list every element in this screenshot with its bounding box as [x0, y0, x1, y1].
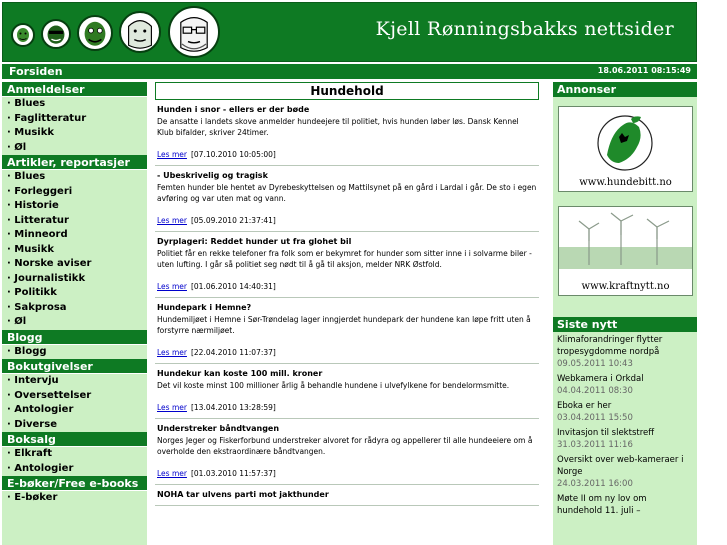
nav-item-link[interactable] [2, 286, 147, 301]
nav-item-label: Diverse [14, 418, 57, 430]
article-item [155, 232, 539, 298]
read-more-link[interactable]: Les mer [157, 469, 187, 478]
right-sidebar [553, 82, 697, 545]
news-list [553, 334, 697, 520]
left-sidebar [2, 82, 147, 545]
nav-item-label: Antologier [14, 404, 74, 415]
article-date: [01.06.2010 14:40:31] [190, 282, 276, 291]
bullet-icon: · [7, 243, 15, 255]
article-summary: Femten hunder ble hentet av Dyrebeskyttelsen og Mattilsynet på en gård i Lardal i går. De sto i egen avføring og var uten mat og vann. [157, 183, 537, 203]
article-title[interactable]: Hundekur kan koste 100 mill. kroner [157, 369, 323, 378]
nav-item-link[interactable] [2, 214, 147, 229]
nav-item-link[interactable] [2, 389, 147, 404]
read-more-link[interactable]: Les mer [157, 403, 187, 412]
bullet-icon: · [7, 127, 15, 138]
read-more-link[interactable]: Les mer [157, 216, 187, 225]
nav-item-label: Blues [14, 98, 46, 109]
bullet-icon: · [7, 272, 15, 284]
nav-item-link[interactable] [2, 228, 147, 243]
article-summary: Norges Jeger og Fiskerforbund understreker alvoret for rådyra og appellerer til alle hundeeiere om å overholde den ekstraordinære båndtvangen. [157, 436, 533, 456]
bullet-icon: · [7, 214, 15, 226]
article-meta [157, 215, 537, 226]
dog-map-icon [559, 107, 692, 173]
nav-item-link[interactable] [2, 491, 147, 506]
nav-item-link[interactable] [2, 418, 147, 433]
nav-item-label: Norske aviser [14, 258, 92, 269]
nav-item-link[interactable] [2, 141, 147, 156]
nav-item-link[interactable] [2, 170, 147, 185]
article-date: [07.10.2010 10:05:00] [190, 150, 276, 159]
nav-item-label: E-bøker [14, 492, 58, 503]
nav-category-heading: Blogg [2, 330, 147, 345]
news-item[interactable] [553, 493, 697, 517]
bullet-icon: · [7, 389, 15, 401]
nav-item-link[interactable] [2, 374, 147, 389]
article-title[interactable]: - Ubeskrivelig og tragisk [157, 171, 268, 180]
article-item [155, 100, 539, 166]
nav-item-label: Historie [14, 200, 59, 211]
current-datetime: 18.06.2011 08:15:49 [597, 66, 691, 75]
news-date: 04.04.2011 08:30 [557, 386, 633, 396]
bullet-icon: · [7, 492, 15, 503]
bullet-icon: · [7, 171, 15, 182]
nav-category-heading: Bokutgivelser [2, 359, 147, 374]
ad-hundebitt[interactable] [558, 106, 693, 192]
read-more-link[interactable]: Les mer [157, 348, 187, 357]
article-date: [01.03.2010 11:57:37] [190, 469, 276, 478]
bullet-icon: · [7, 375, 15, 386]
page-title: Hundehold [155, 82, 539, 100]
article-item [155, 166, 539, 232]
article-date: [13.04.2010 13:28:59] [190, 403, 276, 412]
nav-item-link[interactable] [2, 199, 147, 214]
nav-item-label: Sakprosa [14, 301, 67, 313]
news-title[interactable]: Webkamera i Orkdal [557, 374, 644, 384]
news-title[interactable]: Oversikt over web-kameraer i Norge [557, 455, 684, 477]
news-title[interactable]: Invitasjon til slektstreff [557, 428, 655, 438]
face-portrait-icon [77, 15, 113, 51]
news-date: 31.03.2011 11:16 [557, 440, 633, 450]
article-title[interactable]: Hunden i snor - ellers er der bøde [157, 105, 310, 114]
nav-item-label: Journalistikk [14, 272, 86, 284]
nav-item-label: Politikk [14, 287, 57, 298]
nav-item-link[interactable] [2, 345, 147, 360]
bullet-icon: · [7, 229, 15, 240]
nav-item-link[interactable] [2, 185, 147, 200]
article-summary: Hundemiljøet i Hemne i Sør-Trøndelag lager inngjerdet hundepark der hundene kan løpe fritt uten å forstyrre nærmiljøet. [157, 315, 531, 335]
news-title[interactable]: Klimaforandringer flytter tropesygdomme nordpå [557, 335, 663, 357]
bullet-icon: · [7, 345, 15, 357]
news-item[interactable] [553, 400, 697, 424]
nav-item-link[interactable] [2, 112, 147, 127]
article-summary: Politiet får en rekke telefoner fra folk som er bekymret for hunder som sitter inne i i solvarme biler - uten lufting. I går så politiet seg nødt til å gå til aksjon, melder NRK Østfold. [157, 249, 532, 269]
nav-item-link[interactable] [2, 97, 147, 112]
nav-item-label: Musikk [14, 243, 55, 255]
news-title[interactable]: Møte II om ny lov om hundehold 11. juli – [557, 494, 647, 516]
bullet-icon: · [7, 98, 15, 109]
bullet-icon: · [7, 404, 15, 415]
nav-item-label: Intervju [14, 375, 59, 386]
nav-item-label: Faglitteratur [14, 112, 87, 124]
bullet-icon: · [7, 301, 15, 313]
article-meta [157, 402, 537, 413]
nav-category-heading: Anmeldelser [2, 82, 147, 97]
article-meta [157, 347, 537, 358]
nav-item-link[interactable] [2, 257, 147, 272]
news-date: 09.05.2011 10:43 [557, 359, 633, 369]
nav-item-label: Øl [14, 141, 27, 153]
news-heading: Siste nytt [553, 317, 697, 332]
wind-turbine-icon [559, 207, 692, 275]
article-list [155, 100, 539, 506]
article-item [155, 364, 539, 419]
article-meta [157, 281, 537, 292]
nav-category-heading: E-bøker/Free e-books [2, 476, 147, 491]
home-link[interactable]: Forsiden [9, 65, 63, 78]
face-portrait-icon [119, 11, 161, 53]
bullet-icon: · [7, 200, 15, 211]
nav-item-label: Musikk [14, 127, 55, 138]
nav-item-link[interactable] [2, 403, 147, 418]
ad-caption: www.hundebitt.no [579, 177, 672, 188]
nav-item-label: Forleggeri [14, 185, 73, 197]
article-meta [157, 149, 537, 160]
main-content [155, 82, 539, 545]
article-item [155, 419, 539, 485]
bullet-icon: · [7, 448, 15, 459]
article-summary: De ansatte i landets skove anmelder hundeejere til politiet, hvis hunden løber løs. Dansk Kennel Klub bifalder, skriver 24timer. [157, 117, 519, 137]
face-portrait-icon [168, 6, 220, 58]
nav-item-label: Blogg [14, 345, 47, 357]
news-item[interactable] [553, 454, 697, 490]
face-portrait-icon [41, 19, 71, 49]
nav-category-heading: Artikler, reportasjer [2, 155, 147, 170]
nav-item-label: Oversettelser [14, 389, 92, 401]
nav-item-link[interactable] [2, 315, 147, 330]
bullet-icon: · [7, 185, 15, 197]
nav-item-label: Blues [14, 171, 46, 182]
nav-item-link[interactable] [2, 301, 147, 316]
nav-item-label: Minneord [14, 229, 68, 240]
article-title[interactable]: Dyrplageri: Reddet hunder ut fra glohet bil [157, 237, 352, 246]
news-item[interactable] [553, 373, 697, 397]
nav-item-link[interactable] [2, 272, 147, 287]
face-portrait-icon [11, 23, 35, 47]
bullet-icon: · [7, 258, 15, 269]
article-title[interactable]: NOHA tar ulvens parti mot jakthunder [157, 490, 329, 499]
bullet-icon: · [7, 141, 15, 153]
read-more-link[interactable]: Les mer [157, 150, 187, 159]
read-more-link[interactable]: Les mer [157, 282, 187, 291]
article-summary: Det vil koste minst 100 millioner årlig å behandle hundene i ulvefylkene for bendelormsmitte. [157, 381, 510, 390]
bullet-icon: · [7, 112, 15, 124]
news-item[interactable] [553, 427, 697, 451]
status-bar [2, 63, 697, 79]
article-title[interactable]: Understreker båndtvangen [157, 424, 280, 433]
header-banner [2, 2, 697, 62]
news-date: 24.03.2011 16:00 [557, 479, 633, 489]
nav-item-link[interactable] [2, 462, 147, 477]
article-item [155, 298, 539, 364]
news-title[interactable]: Eboka er her [557, 401, 612, 411]
ad-caption: www.kraftnytt.no [581, 281, 670, 292]
nav-item-label: Øl [14, 316, 27, 327]
nav-item-link[interactable] [2, 447, 147, 462]
article-meta [157, 468, 537, 479]
nav-category-heading: Boksalg [2, 432, 147, 447]
article-date: [22.04.2010 11:07:37] [190, 348, 276, 357]
ads-heading: Annonser [553, 82, 697, 97]
news-date: 03.04.2011 15:50 [557, 413, 633, 423]
nav-item-link[interactable] [2, 126, 147, 141]
bullet-icon: · [7, 287, 15, 298]
bullet-icon: · [7, 462, 15, 474]
bullet-icon: · [7, 316, 15, 327]
article-date: [05.09.2010 21:37:41] [190, 216, 276, 225]
nav-item-label: Litteratur [14, 214, 69, 226]
news-item[interactable] [553, 334, 697, 370]
site-title: Kjell Rønningsbakks nettsider [375, 18, 674, 40]
ad-kraftnytt[interactable] [558, 206, 693, 296]
article-title[interactable]: Hundepark i Hemne? [157, 303, 252, 312]
nav-item-label: Elkraft [14, 448, 53, 459]
nav-item-label: Antologier [14, 462, 74, 474]
bullet-icon: · [7, 418, 15, 430]
nav-item-link[interactable] [2, 243, 147, 258]
article-item [155, 485, 539, 506]
